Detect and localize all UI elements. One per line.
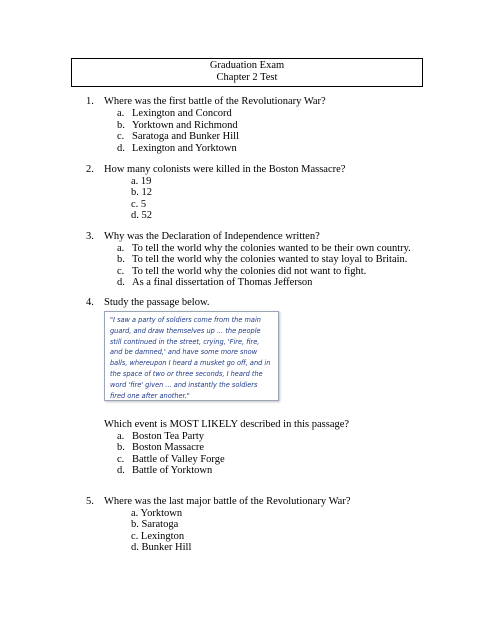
exam-title: Graduation Exam [209,60,285,71]
exam-subtitle: Chapter 2 Test [216,72,278,83]
answer-option: a. Boston Tea Party [117,431,204,442]
question-number: 3. [86,231,94,242]
answer-option: c. Battle of Valley Forge [117,454,225,465]
answer-option: a. 19 [131,176,152,187]
answer-option: d. Lexington and Yorktown [117,143,237,154]
question-text: Why was the Declaration of Independence written? [104,231,320,242]
question-text: How many colonists were killed in the Boston Massacre? [104,164,346,175]
answer-option: b. Yorktown and Richmond [117,120,238,131]
quoted-passage [104,311,279,401]
exam-header [71,58,423,87]
answer-option: d. As a final dissertation of Thomas Jefferson [117,277,313,288]
passage-line: fired one after another." [110,391,190,400]
question-text: Study the passage below. [104,297,210,308]
answer-option: b. To tell the world why the colonies wanted to stay loyal to Britain. [117,254,408,265]
passage-line: and be damned,' and have some more snow [110,348,258,357]
question-text: Where was the first battle of the Revolutionary War? [104,96,326,107]
passage-line: guard, and draw themselves up ... the people [110,326,261,335]
answer-option: c. To tell the world why the colonies did not want to fight. [117,266,367,277]
question-text: Where was the last major battle of the Revolutionary War? [104,496,351,507]
answer-option: b. Saratoga [131,519,179,530]
answer-option: a. To tell the world why the colonies wanted to be their own country. [117,243,411,254]
passage-line: balls, whereupon I heard a musket go off, and in [110,359,271,368]
answer-option: c. 5 [131,199,147,210]
answer-option: b. 12 [131,187,152,198]
answer-option: d. Battle of Yorktown [117,465,213,476]
answer-option: a. Yorktown [131,508,183,519]
answer-option: d. Bunker Hill [131,542,192,553]
answer-option: a. Lexington and Concord [117,108,232,119]
passage-line: still continued in the street, crying, 'Fire, fire, [110,337,260,346]
question-number: 5. [86,496,94,507]
answer-option: b. Boston Massacre [117,442,205,453]
answer-option: c. Lexington [131,531,185,542]
passage-line: word 'fire' given ... and instantly the soldiers [110,380,258,389]
answer-option: c. Saratoga and Bunker Hill [117,131,240,142]
question-number: 1. [86,96,94,107]
passage-line: "I saw a party of soldiers come from the main [110,316,261,324]
passage-line: the space of two or three seconds, I heard the [110,369,263,378]
answer-option: d. 52 [131,210,152,221]
question-number: 4. [86,297,94,308]
question-number: 2. [86,164,94,175]
